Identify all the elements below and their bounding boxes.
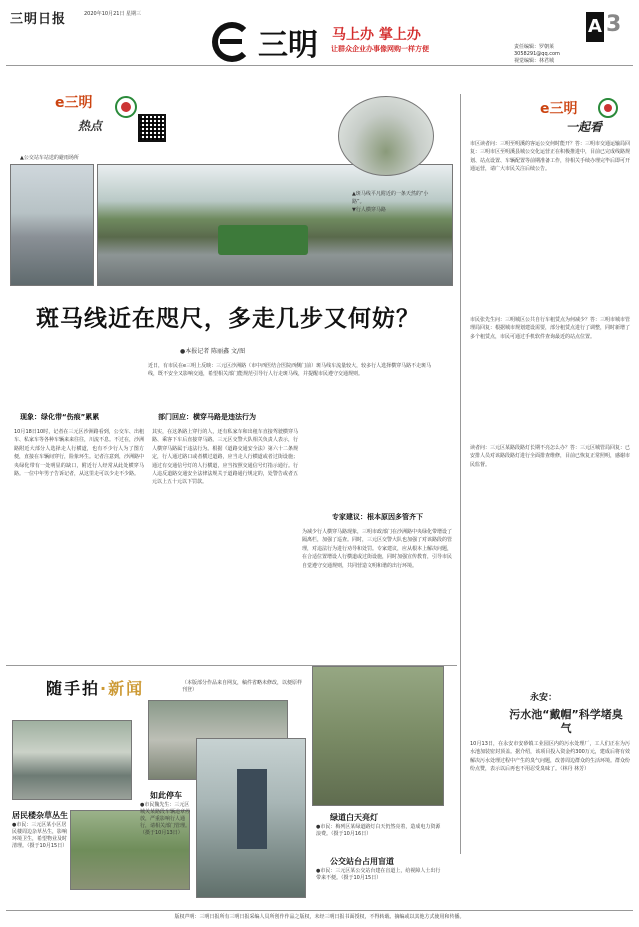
headline: 斑马线近在咫尺，多走几步又何妨？ bbox=[36, 306, 420, 332]
editors-info bbox=[514, 44, 560, 65]
byline: ●本报记者 陈丽鑫 文/图 bbox=[180, 348, 246, 355]
logo-text: 三明 bbox=[258, 28, 318, 63]
editor-line: 3058291@qq.com bbox=[514, 51, 560, 57]
caption-line: ▼行人横穿马路 bbox=[352, 207, 386, 213]
page-number: 3 bbox=[606, 12, 622, 37]
col1-subhead: 现象：绿化带“伤痕”累累 bbox=[20, 413, 100, 421]
photo-news-title bbox=[46, 676, 144, 699]
article-col2: 其实，在这条路上穿行的人，还有私家车和出租车直接驾驶横穿马路、乘客下车后直接穿马路。三元区交警大队相关负责人表示，行人横穿马路属于违法行为。根据《道路交通安全法》第六十二条规定，行人通过路口或者横过道路，应当走人行横道或者过街设施；通过有交通信号灯的人行横道，应当按照交通信号灯指示通行。行人违反道路交通安全法律法规关于道路通行规定的，处警告或者五元以上五十元以下罚款。 bbox=[152, 429, 298, 486]
title-highlight: ·新闻 bbox=[100, 679, 145, 698]
item-title: 如此停车 bbox=[150, 791, 182, 800]
column-divider bbox=[460, 94, 461, 854]
editor-line: 视觉编辑：林君城 bbox=[514, 58, 555, 64]
badge-icon bbox=[598, 98, 618, 118]
photo-caption: ▲公交站车站送的避雨场所 bbox=[20, 155, 79, 161]
yongan-title: 污水池“戴帽”科学堵臭气 bbox=[509, 708, 623, 735]
photo-crosswalk bbox=[97, 164, 453, 286]
e-logo-icon bbox=[212, 22, 252, 62]
section-note: （本版部分作品来自网友，稿件省略未修改，以便原样刊登） bbox=[182, 680, 303, 693]
paper-name: 三明日报 bbox=[10, 12, 67, 27]
item-text: ●市民：三元区某小区居民楼周边杂草丛生，影响环境卫生，希望物业及时清理。（摄于10月15日） bbox=[12, 822, 68, 849]
caption-line: ▲斑马线平凡附近的一条天然的“小路”。 bbox=[352, 191, 429, 205]
photo-inset-path bbox=[338, 96, 434, 176]
right-text-4: 10月13日，在永安市安砂镇工业园区内的污水处理厂，工人们正在为污水池加装密封顶盖。据介绍，该项目投入资金约300万元，建成后将有效解决污水处理过程中产生的臭气问题，改善周边群众的生活环境。群众纷纷点赞，表示以后再也不用忍受臭味了。（林丹 林芳） bbox=[470, 741, 630, 773]
col2-subhead: 部门回应：横穿马路是违法行为 bbox=[158, 413, 256, 421]
photo-side-caption bbox=[352, 190, 432, 214]
photo-street-rain bbox=[10, 164, 94, 286]
qr-code-icon[interactable] bbox=[138, 114, 166, 142]
right-text-2: 市民张先生问：三明城区公共自行车租赁点为何减少？答：三明市城市管理局回复：根据城市规划建设需要，部分租赁点进行了调整，同时新增了多个租赁点，市民可通过手机软件查询最近的站点位置。 bbox=[470, 317, 630, 340]
page-letter: A bbox=[586, 12, 604, 42]
feature-tag: 热点 bbox=[78, 119, 103, 133]
issue-line: 2020年10月21日 星期三 bbox=[84, 11, 142, 17]
page-badge bbox=[586, 12, 628, 42]
photo-bus-stop bbox=[196, 738, 306, 898]
article-col1: 10月18日10时，记者在三元区沙洲路看到，公交车、出租车、私家车等各种车辆来来往往，川流不息。不过在，沙洲路附近大部分人选择走人行横道，也有不少行人为了图方便，直接在车辆间穿行，险象环生。记者注意到，沙洲路中央绿化带有一处明显的缺口，附近行人经常从此处横穿马路。一位中年男子告诉记者，从这里走可以少走不少路。 bbox=[14, 429, 144, 478]
feature-logo: e三明 bbox=[55, 95, 93, 111]
yongan-label: 永安： bbox=[530, 693, 558, 703]
item-title: 绿道白天亮灯 bbox=[330, 813, 378, 822]
photo-greenway bbox=[312, 666, 444, 806]
item-title: 居民楼杂草丛生 bbox=[12, 811, 68, 820]
item-text: ●市民魏先生：三元区城关某路段车辆违章停放，严重影响行人通行，请相关部门管理。（摄于10月13日） bbox=[140, 802, 191, 836]
copyright-footer: 版权声明：三明日报所有三明日报采编人员所创作作品之版权，未经三明日报书面授权，不得转载、摘编或以其他方式使用和传播。 bbox=[6, 910, 633, 920]
item-text: ●市民：梅列区某绿道路灯白天仍然亮着，造成电力资源浪费。（摄于10月16日） bbox=[316, 824, 441, 837]
article-intro: 近日，有市民在e三明上反映：三元区沙洲路（市中西医结合医院西侧门前）斑马线车流量较大，较多行人选择横穿马路不走斑马线，既不安全又影响交通，希望相关部门能规范引导行人行走斑马线，并提醒市民遵守交通规则。 bbox=[148, 363, 432, 377]
right-text-3: 读者问：三元区某路段路灯长期不亮怎么办？答：三元区城管局回复：已安排人员对该路段路灯进行全面排查维修，目前已恢复正常照明，感谢市民监督。 bbox=[470, 445, 630, 468]
item-title: 公交站台占用盲道 bbox=[330, 857, 394, 866]
title-pre: 随手拍 bbox=[46, 679, 101, 698]
masthead bbox=[6, 4, 633, 66]
item-text: ●市民：三元区某公交站台建在盲道上，给视障人士出行带来不便。（摄于10月15日） bbox=[316, 868, 441, 881]
editor-line: 责任编辑：罗朝莱 bbox=[514, 44, 555, 50]
article-col3: 为减少行人横穿马路现象，三明市政部门在沙洲路中央绿化带增设了隔离栏，加强了巡查。同时，三元区交警大队也加强了对该路段的管理，对违法行为进行劝导和处罚。专家建议，应从根本上解决问题，在合适位置增设人行横道或过街设施，同时加强宣传教育，引导市民自觉遵守交通规则，共同营造文明和谐的出行环境。 bbox=[302, 529, 452, 569]
right-text-1: 市区读者问：三明至明溪的客运公交何时能开？答：三明市交通运输局回复：三明市区至明溪县城公交化运营正在积极推进中，目前已完成线路规划、站点设置、车辆配置等前期准备工作，待相关手续办理完毕后即可开通运营，请广大市民关注后续公告。 bbox=[470, 141, 630, 173]
photo-parking bbox=[12, 720, 132, 800]
slogan-main: 马上办 掌上办 bbox=[332, 27, 421, 43]
col3-subhead: 专家建议：根本原因多管齐下 bbox=[332, 513, 423, 521]
right-tag: 一起看 bbox=[566, 120, 603, 134]
right-logo: e三明 bbox=[540, 101, 578, 117]
slogan-sub: 让群众企业办事像网购一样方便 bbox=[331, 45, 429, 53]
badge-icon bbox=[115, 96, 137, 118]
